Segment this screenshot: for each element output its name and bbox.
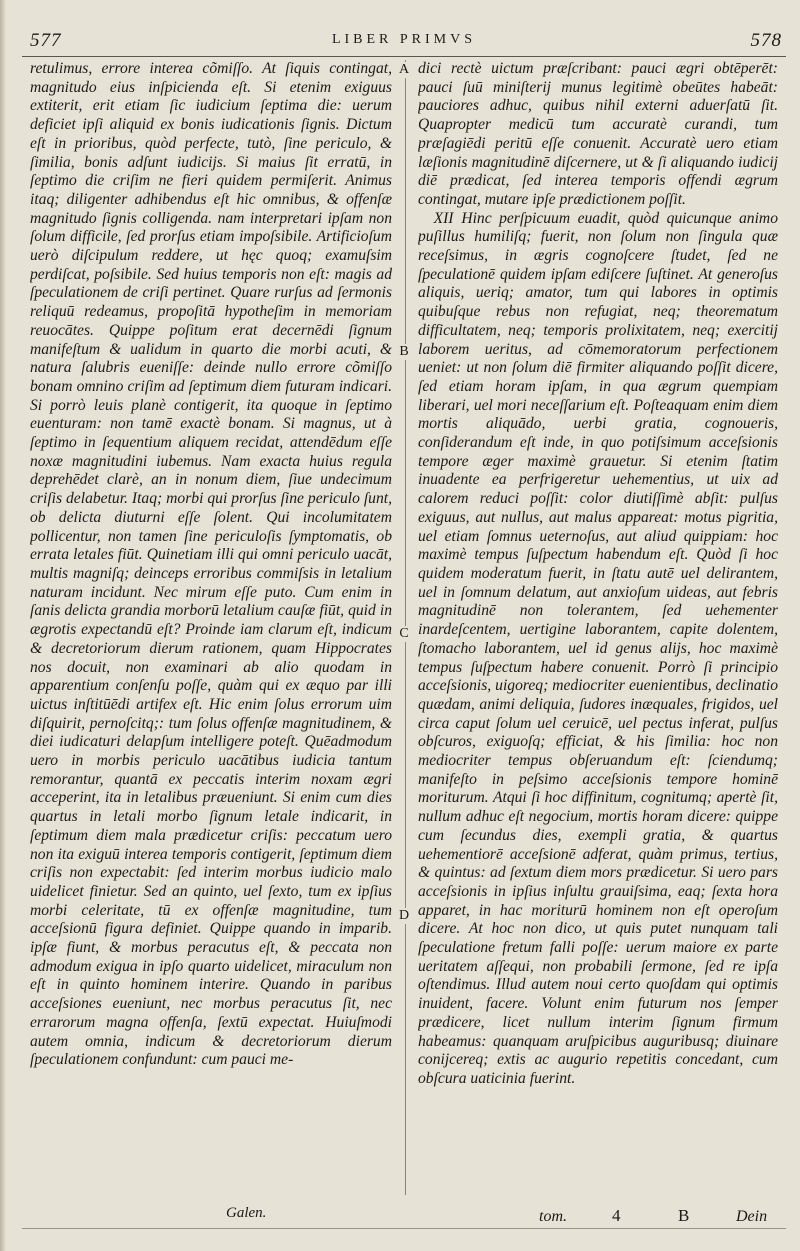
left-text-column [30,60,392,1195]
margin-letter-b: B [395,344,413,360]
volume-number: 4 [612,1206,621,1225]
right-column-paragraph-1: dici rectè uictum præſcribant: pauci ægri obtēperēt: pauci ſuū miniſterij munus legitimè obeūtes habeāt: pauciores adhuc, quibus nihil externi aduerſatū ſit. Quapropter medicū tum accuratè curandi, tum præſagiēdi peritū eſſe conuenit. Accuratè uero etiam læſionis magnitudinē diſcernere, ut & ſi aliquando iudicij diē prædicat, ſed interea temporis offendi ægrum contingat, mutare ipſe prædictionem poſſit. [418,60,778,208]
signature-mark: B [678,1206,690,1225]
catchword-right: Dein [736,1208,768,1225]
volume-label: tom. [539,1208,567,1225]
bottom-rule [22,1228,786,1229]
left-page-number: 577 [30,30,62,51]
left-column-text: retulimus, errore interea cõmiſſo. At ſiquis contingat, magnitudo eius inſpicienda eſt. Si etenim exiguus extiterit, erit etiam ſic iudicium ſeptima die: uerum deficiet ipſi aliquid ex bonis iudicationis ſignis. Dictum eſt in prioribus, quòd perfecte, tutò, ſine periculo, & ſimilia, bonis adſunt iudicijs. Si maius ſit erratū, in ſeptimo die criſim ne fieri quidem permiſerit. Animus itaq; diligenter adhibendus eſt hic omnibus, & offenſæ magnitudo ſignis colligenda. nam interpretari ipſam non ſolum difficile, ſed prorſus etiam impoſsibile. Artificioſum uerò diſcipulum reddere, ut hęc quoq; examuſsim perdiſcat, poſsibile. Sed huius temporis non eſt: magis ad ſpeculationem de criſi pertinet. Quare rurſus ad ſermonis reliquū redeamus, propoſitā hypotheſim in memoriam reuocātes. Quippe poſitum erat decernēdi ſignum manifeſtum & ualidum in quarto die morbi acuti, & natura ſalubris eueniſſe: deinde nullo errore cõmiſſo bonam omnino criſim ad ſeptimum diem futuram indicari. Si porrò leuis planè contigerit, ita quoque in ſeptimo euenturam: non tamē exactè bonam. Si magnus, ut à ſeptimo in ſequentium aliquem recidat, attendēdum eſſe noxæ magnitudini iubemus. Nam exacta huius regula deprehēdet clarè, an in nonum diem, ſiue undecimum criſis delabetur. Itaq; morbi qui prorſus ſine periculo ſunt, ob delicta diuturni eſſe ſolent. Qui incolumitatem pollicentur, non tamen ſine periculoſis ſymptomatis, ob errata letales fiūt. Quinetiam illi qui omni periculo uacāt, multis magniſq; deinceps erroribus commiſsis in letalium naturam incidunt. Nec mirum eſſe puto. Cum enim in ſanis delicta grandia morborū letalium cauſæ fiūt, quid in ægrotis expectandū eſt? Proinde iam clarum eſt, indicum & decretoriorum dierum rationem, quam Hippocrates nos docuit, non examinari ab alio quodam in apparentium conſenſu poſſe, quàm qui ex æquo par illi uictus inſtitūēdi artifex eſt. Hic enim ſolus errorum uim diſquirit, pernoſcitq;: tum ſolus offenſæ magnitudinem, & diei iudicaturi delapſum intelligere poteſt. Quēadmodum uero in morbis periculo uacātibus iudicia tantum remorantur, quantā ex peccatis interim noxam ægri acceperint, ita in letalibus præueniunt. Si enim cum dies quartus in letali morbo ſignum letale indicarit, in ſeptimum diem mala prædicetur criſis: peccatum uero non ita exiguū interea temporis contigerit, ſeptimum diem criſis non expectabit: ſed interim morbus iudicio malo uidelicet finietur. Sed an quinto, uel ſexto, tum ex ipſius morbi celeritate, tū ex offenſæ magnitudine, tum acceſsionū figura definiet. Quippe quando in imparib. ipſæ fiunt, & morbus peracutus eſt, & peccata non admodum exigua in ipſo quarto uidelicet, miraculum non eſt in quinto hominem interire. Quando in paribus acceſsiones eueniunt, nec morbus peracutus ſit, nec errarorum magna offenſa, ſextū expectat. Huiuſmodi autem omnia, indicum & decretoriorum dierum ſpeculationem confundunt: cum pauci me- [30,60,392,1069]
right-column-paragraph-2 [418,210,778,1089]
right-page-number: 578 [750,30,782,51]
right-column-paragraph-2-text: Hinc perſpicuum euadit, quòd quicunque animo puſillus humiliſq; fuerit, non ſolum non ſingula quæ receſsimus, in ægris cognoſcere ſtudet, ſed ne ſpeculationē quidem ipſam ediſcere ſuſtinet. At generoſus aliquis, ueriq; amator, tum qui labores in optimis quibuſque rebus non refugiat, neq; theorematum difficultatem, neq; temporis prolixitatem, neq; exercitij laborem ueritus, ad cōmemoratorum perfectionem ueniet: ut non ſolum diē firmiter aliquando poſſit dicere, ſed etiam horam ipſam, in qua ægrum quempiam liberari, uel mori neceſſarium eſt. Poſteaquam enim diem mortis aliquādo, uerbi gratia, cognoueris, conſiderandum eſt inde, in quo potiſsimum acceſsionis tempore æger maximè grauetur. Si etenim ſtatim inuadente ea perfrigeretur uehementius, ut uix ad calorem reduci poſſit: color diutiſſimè abſit: pulſus exiguus, aut nullus, aut malus appareat: motus pigritia, uel etiam ſomnus ueternoſus, aut aliud quippiam: hoc maximè tempus ſuſpectum habendum eſt. Quòd ſi hoc quidem moderatum fuerit, in ſtatu autē uel delirantem, uel in ſomnum delatum, aut anxioſum uideas, aut febris magnitudinē non tolerantem, ſed uehementer inardeſcentem, uertigine laborantem, capite dolentem, ſtomacho laborantem, uel id genus alijs, hoc maximè tempus ſuſpectum habere conuenit. Porrò ſi principio acceſsionis, uigoreq; mediocriter euenientibus, declinatio quædam, animi deliquia, ſudores inæquales, frigidos, uel circa caput ſolum uel ceruicē, uel pectus inferat, pulſus obſcuros, exiguoſq; efficiat, & his ſimilia: hoc non mediocriter tempus obſeruandum eſt: ſciendumq; manifeſto in peſsimo acceſsionis tempore hominē moriturum. Atqui ſi hoc diffinitum, cognitumq; apertè ſit, nullum adhuc eſt negocium, mortis horam dicere: quippe cum ſecundus dies, exempli gratia, & quartus uehementiorē acceſsionē adferat, quàm primus, tertius, & quintus: ad ſextum diem mors prædicetur. Si uero pars acceſsionis in ipſius inſultu grauiſsima, eaq; ſexta hora apparet, in hac moriturū hominem non eſt operoſum dicere. At hoc non dico, ut quis putet nunquam tali ſpeculatione fretum falli poſſe: uerum maiore ex parte ueritatem aſſequi, non probabili ſermone, ſed re ipſa oſtendimus. Illud autem noui certo quoſdam qui optimis inuident, facere. Volunt enim futurum nos ſemper prædicere, licet nullum interim ſignum firmum habeamus: quanquam aruſpicibus auguribusq; diuinare conijcereq; extis ac augurio repetitis concedant, cum obſcura uaticinia fuerint. [418,209,778,1087]
margin-letter-c: C [395,626,413,642]
right-text-column [418,60,778,1195]
catchword-left: Galen. [226,1205,267,1221]
margin-letter-d: D [395,908,413,924]
section-number: XII [433,209,454,227]
margin-letter-a: A [395,62,413,78]
running-title: LIBER PRIMVS [331,32,477,47]
running-head [22,26,786,57]
